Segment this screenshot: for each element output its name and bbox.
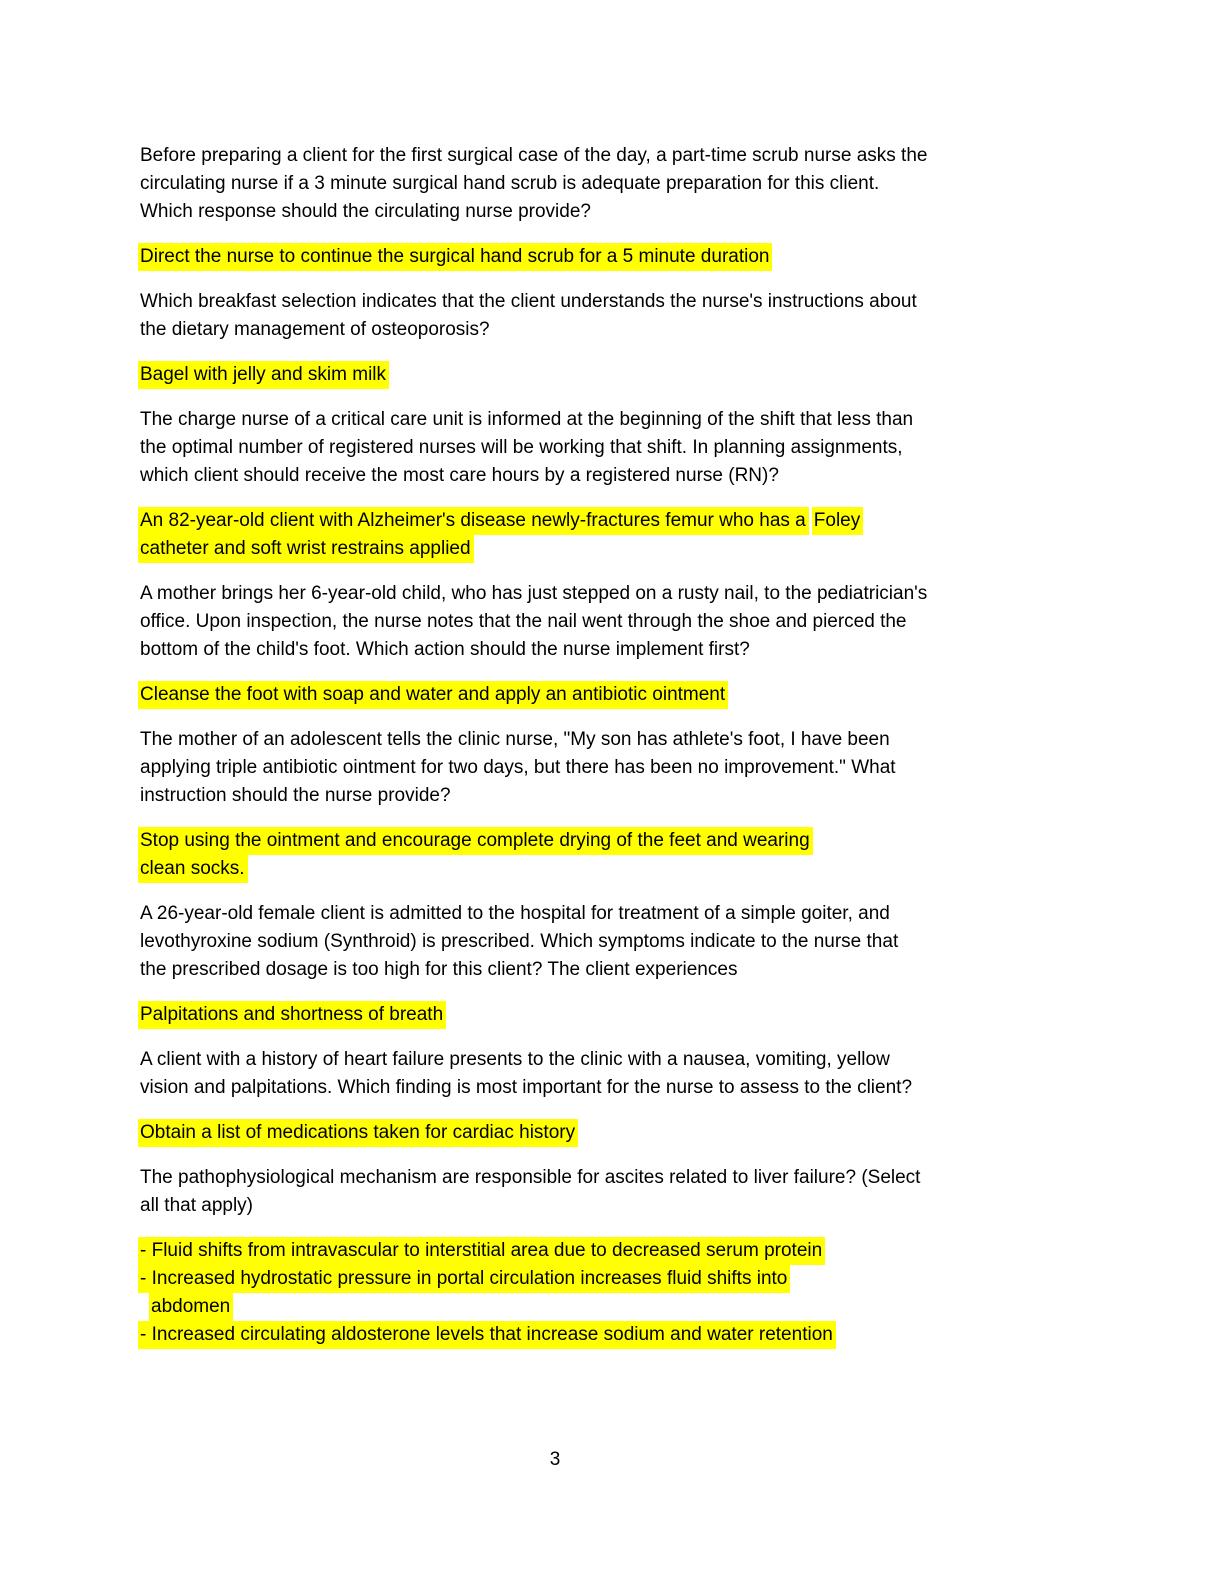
document-text-column <box>140 142 1040 1366</box>
highlighted-answer-line: - Increased circulating aldosterone levels that increase sodium and water retention <box>138 1321 836 1349</box>
answer-paragraph <box>140 1237 1040 1349</box>
text-line: Which response should the circulating nurse provide? <box>140 201 591 222</box>
question-paragraph <box>140 142 1040 226</box>
question-paragraph <box>140 1164 1040 1220</box>
text-line: levothyroxine sodium (Synthroid) is prescribed. Which symptoms indicate to the nurse that <box>140 931 899 952</box>
highlighted-answer-line: abdomen <box>149 1293 233 1321</box>
text-line: bottom of the child's foot. Which action should the nurse implement first? <box>140 639 750 660</box>
question-paragraph <box>140 1046 1040 1102</box>
question-paragraph <box>140 900 1040 984</box>
text-line: Before preparing a client for the first surgical case of the day, a part-time scrub nurse asks the <box>140 145 928 166</box>
text-line: all that apply) <box>140 1195 254 1216</box>
answer-paragraph <box>140 361 1040 389</box>
highlighted-answer-line: clean socks. <box>138 855 248 883</box>
highlighted-answer-line: Palpitations and shortness of breath <box>138 1001 446 1029</box>
text-line: the prescribed dosage is too high for this client? The client experiences <box>140 959 738 980</box>
answer-paragraph <box>140 681 1040 709</box>
highlighted-answer-line: - Increased hydrostatic pressure in portal circulation increases fluid shifts into <box>138 1265 790 1293</box>
highlighted-answer-line: catheter and soft wrist restrains applied <box>138 535 474 563</box>
highlighted-answer-line: Bagel with jelly and skim milk <box>138 361 389 389</box>
answer-paragraph <box>140 1119 1040 1147</box>
text-line: applying triple antibiotic ointment for two days, but there has been no improvement." What <box>140 757 896 778</box>
text-line: vision and palpitations. Which finding is most important for the nurse to assess to the client? <box>140 1077 913 1098</box>
text-line: office. Upon inspection, the nurse notes that the nail went through the shoe and pierced the <box>140 611 907 632</box>
text-line: A mother brings her 6-year-old child, who has just stepped on a rusty nail, to the pediatrician's <box>140 583 928 604</box>
question-paragraph <box>140 726 1040 810</box>
highlighted-answer-line: Stop using the ointment and encourage complete drying of the feet and wearing <box>138 827 813 855</box>
text-line: circulating nurse if a 3 minute surgical hand scrub is adequate preparation for this client. <box>140 173 880 194</box>
text-line: A client with a history of heart failure presents to the clinic with a nausea, vomiting, yellow <box>140 1049 890 1070</box>
text-line: which client should receive the most care hours by a registered nurse (RN)? <box>140 465 779 486</box>
question-paragraph <box>140 288 1040 344</box>
text-line: the dietary management of osteoporosis? <box>140 319 490 340</box>
answer-paragraph <box>140 243 1040 271</box>
text-line: the optimal number of registered nurses will be working that shift. In planning assignments, <box>140 437 903 458</box>
text-line: A 26-year-old female client is admitted to the hospital for treatment of a simple goiter, and <box>140 903 890 924</box>
highlighted-answer-line: Cleanse the foot with soap and water and apply an antibiotic ointment <box>138 681 728 709</box>
text-line: The charge nurse of a critical care unit is informed at the beginning of the shift that less than <box>140 409 914 430</box>
text-line: The pathophysiological mechanism are responsible for ascites related to liver failure? (Select <box>140 1167 921 1188</box>
highlighted-answer-segment: An 82-year-old client with Alzheimer's disease newly-fractures femur who has a <box>138 507 809 535</box>
answer-paragraph <box>140 827 1040 883</box>
answer-paragraph <box>140 507 1040 563</box>
highlighted-answer-line: - Fluid shifts from intravascular to interstitial area due to decreased serum protein <box>138 1237 825 1265</box>
text-line: instruction should the nurse provide? <box>140 785 451 806</box>
answer-paragraph <box>140 1001 1040 1029</box>
page-number: 3 <box>549 1449 561 1470</box>
text-line: The mother of an adolescent tells the clinic nurse, "My son has athlete's foot, I have been <box>140 729 890 750</box>
text-line: Which breakfast selection indicates that the client understands the nurse's instructions about <box>140 291 917 312</box>
question-paragraph <box>140 580 1040 664</box>
question-paragraph <box>140 406 1040 490</box>
highlighted-answer-segment: Foley <box>812 507 863 535</box>
highlighted-answer-line: Direct the nurse to continue the surgical hand scrub for a 5 minute duration <box>138 243 772 271</box>
highlighted-answer-line: Obtain a list of medications taken for cardiac history <box>138 1119 578 1147</box>
